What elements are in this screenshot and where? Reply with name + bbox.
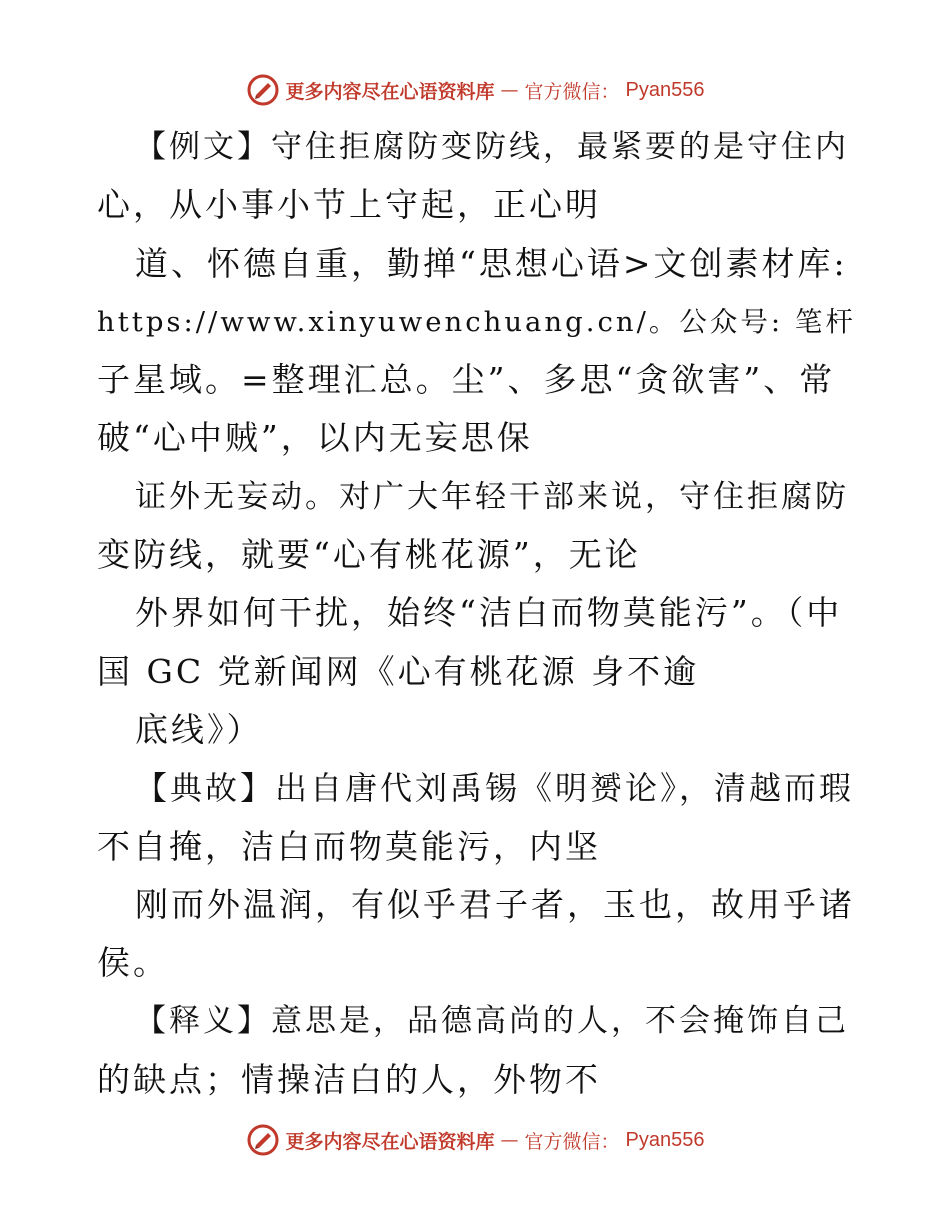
text-line: 不自掩，洁白而物莫能污，内坚 [97,826,601,866]
banner-separator: — [500,79,519,101]
banner-separator: — [500,1129,519,1151]
text-line: 道、怀德自重，勤掸“思想心语>文创素材库: [135,243,848,283]
text-line: 刚而外温润，有似乎君子者，玉也，故用乎诸 [135,884,855,924]
banner-official-label: 官方微信： [524,80,620,103]
text-line: 证外无妄动。对广大年轻干部来说，守住拒腐防 [135,478,849,515]
banner-official-label: 官方微信： [524,1130,620,1153]
text-line: 侯。 [97,943,169,983]
text-line: 【例文】守住拒腐防变防线，最紧要的是守住内 [135,129,849,165]
text-line: 变防线，就要“心有桃花源”，无论 [97,535,641,575]
text-line: 破“心中贼”，以内无妄思保 [97,418,533,458]
banner-wechat-id: Pyan556 [625,78,705,101]
text-line: 的缺点；情操洁白的人，外物不 [97,1059,601,1099]
text-line: 心，从小事小节上守起，正心明 [97,185,601,225]
header-watermark [0,70,950,110]
text-line: 【释义】意思是，品德高尚的人，不会掩饰自己 [135,1003,849,1040]
brand-logo-icon [246,73,280,107]
banner-wechat-id: Pyan556 [625,1128,705,1151]
text-line: 子星域。=整理汇总。尘”、多思“贪欲害”、常 [97,360,836,400]
text-line: 【典故】出自唐代刘禹锡《明赟论》，清越而瑕 [135,769,855,808]
text-line: 外界如何干扰，始终“洁白而物莫能污”。（中 [135,593,843,633]
text-line: 底线》） [135,709,263,749]
banner-brand-text: 更多内容尽在心语资料库 [285,80,495,103]
brand-logo-icon [246,1123,280,1157]
banner-brand-text: 更多内容尽在心语资料库 [285,1130,495,1153]
footer-watermark [0,1120,950,1160]
text-line: https://www.xinyuwenchuang.cn/。公众号: 笔杆 [97,305,856,338]
document-body [97,118,857,1109]
text-line: 国 GC 党新闻网《心有桃花源 身不逾 [97,651,700,691]
